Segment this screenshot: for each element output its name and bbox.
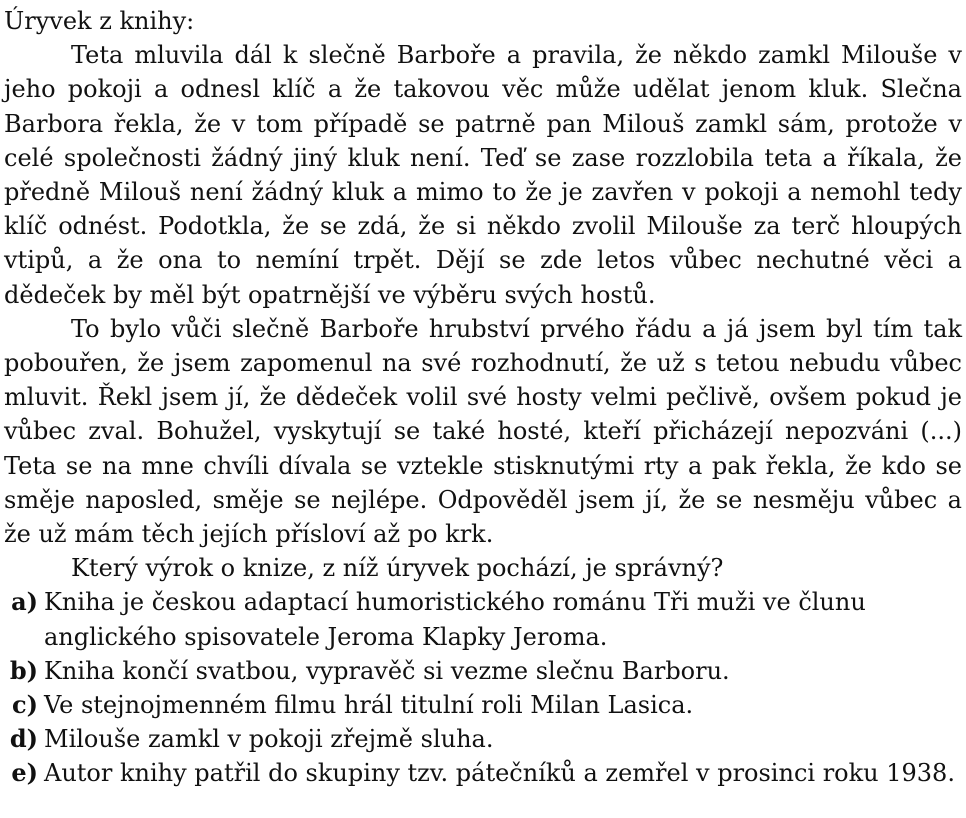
option-text: Autor knihy patřil do skupiny tzv. pátečníků a zemřel v prosinci roku 1938.: [44, 759, 955, 788]
question-text: Který výrok o knize, z níž úryvek pochází, je správný?: [71, 554, 724, 583]
answer-option-e: [4, 756, 962, 790]
document-page: [4, 4, 962, 791]
excerpt-heading: Úryvek z knihy:: [4, 7, 195, 35]
excerpt-paragraph-1: Teta mluvila dál k slečně Barboře a pravila, že někdo zamkl Milouše v jeho pokoji a odnesl klíč a že takovou věc může udělat jenom kluk. Slečna Barbora řekla, že v tom případě se patrně pan Milouš zamkl sám, protože v celé společnosti žádný jiný kluk není. Teď se zase rozzlobila teta a říkala, že předně Milouš není žádný kluk a mimo to že je zavřen v pokoji a nemohl tedy klíč odnést. Podotkla, že se zdá, že si někdo zvolil Milouše za terč hloupých vtipů, a že ona to nemíní trpět. Dějí se zde letos vůbec nechutné věci a dědeček by měl být opatrnější ve výběru svých hostů.: [4, 41, 962, 309]
option-label: a): [11, 587, 38, 617]
option-label: d): [9, 724, 38, 754]
option-label: e): [11, 758, 38, 788]
answer-option-d: [4, 722, 962, 756]
option-text: Milouše zamkl v pokoji zřejmě sluha.: [44, 725, 494, 754]
option-text: Ve stejnojmenném filmu hrál titulní roli Milan Lasica.: [44, 691, 694, 720]
answer-option-b: [4, 654, 962, 688]
answer-options-list: [4, 585, 962, 790]
option-text: Kniha je českou adaptací humoristického románu Tři muži ve člunu anglického spisovatele Jeroma Klapky Jeroma.: [44, 588, 866, 651]
option-text: Kniha končí svatbou, vypravěč si vezme slečnu Barboru.: [44, 656, 730, 685]
answer-option-a: [4, 585, 962, 653]
option-label: b): [9, 655, 38, 685]
option-label: c): [12, 690, 38, 720]
excerpt-paragraph-2: To bylo vůči slečně Barboře hrubství prvého řádu a já jsem byl tím tak pobouřen, že jsem zapomenul na své rozhodnutí, že už s tetou nebudu vůbec mluvit. Řekl jsem jí, že dědeček volil své hosty velmi pečlivě, ovšem pokud je vůbec zval. Bohužel, vyskytují se také hosté, kteří přicházejí nepozváni (...) Teta se na mne chvíli dívala se vztekle stisknutými rty a pak řekla, že kdo se směje naposled, směje se nejlépe. Odpověděl jsem jí, že se nesměju vůbec a že už mám těch jejích přísloví až po krk.: [4, 314, 962, 549]
answer-option-c: [4, 688, 962, 722]
